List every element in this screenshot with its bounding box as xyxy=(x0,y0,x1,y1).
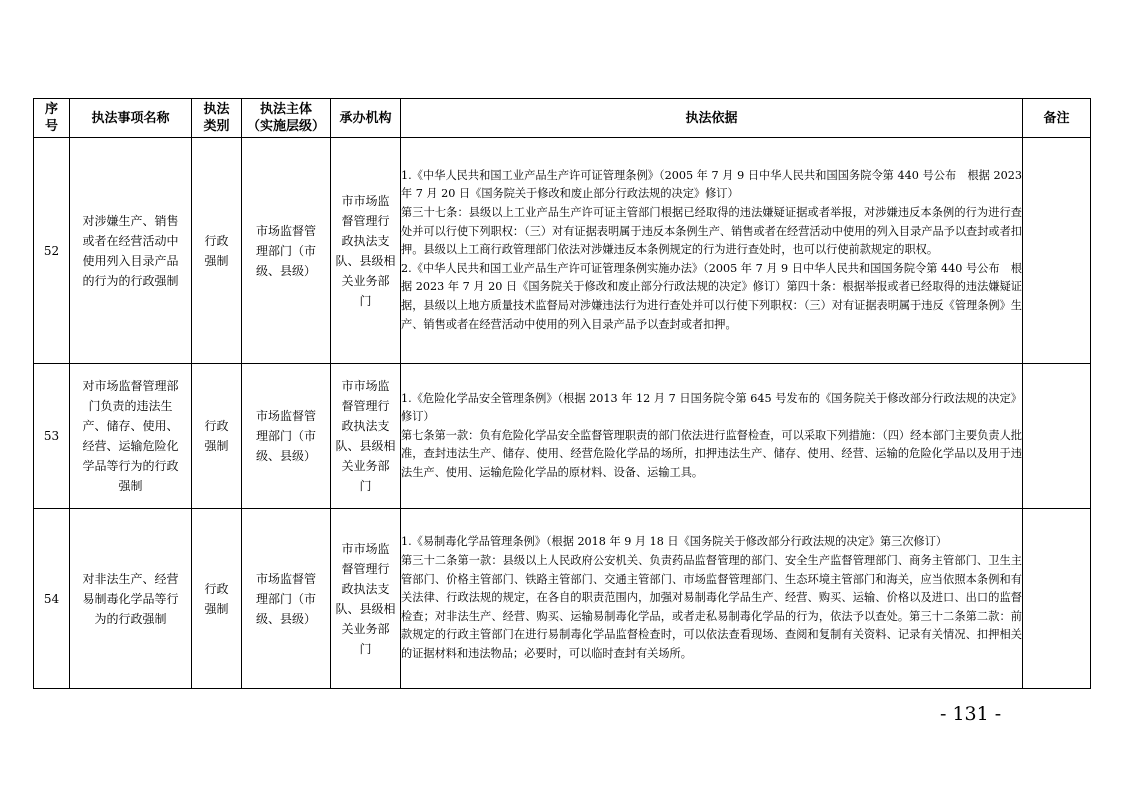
header-remark: 备注 xyxy=(1023,99,1091,138)
subject-cell: 市场监督管 理部门（市 级、县级） xyxy=(242,509,331,689)
basis-cell: 1.《危险化学品安全管理条例》（根据 2013 年 12 月 7 日国务院令第 645 号发布的《国务院关于修改部分行政法规的决定》修订） 第七条第一款：负有危险化学品安全监督管理职责的部门依法进行监督检查，可以采取下列措施：（四）经本部门主要负责人批准，查封违法生产、储存、使用、经营危险化学品的场所，扣押违法生产、储存、使用、经营、运输的危险化学品以及用于违法生产、使用、运输危险化学品的原材料、设备、运输工具。 xyxy=(401,364,1023,509)
item-name-cell: 对非法生产、经营 易制毒化学品等行 为的行政强制 xyxy=(70,509,192,689)
table-row xyxy=(34,364,1091,509)
basis-cell: 1.《中华人民共和国工业产品生产许可证管理条例》（2005 年 7 月 9 日中华人民共和国国务院令第 440 号公布 根据 2023 年 7 月 20 日《国务院关于修改和废止部分行政法规的决定》修订） 第三十七条：县级以上工业产品生产许可证主管部门根据已经取得的违法嫌疑证据或者举报，对涉嫌违反本条例的行为进行查处并可以行使下列职权：（三）对有证据表明属于违反本条例生产、销售或者在经营活动中使用的列入目录产品予以查封或者扣押。县级以上工商行政管理部门依法对涉嫌违反本条例规定的行为进行查处时，也可以行使前款规定的职权。 2.《中华人民共和国工业产品生产许可证管理条例实施办法》（2005 年 7 月 9 日中华人民共和国国务院令第 440 号公布 根据 2023 年 7 月 20 日《国务院关于修改和废止部分行政法规的决定》修订）第四十条：根据举报或者已经取得的违法嫌疑证据，县级以上地方质量技术监督局对涉嫌违法行为进行查处并可以行使下列职权：（三）对有证据表明属于违反《管理条例》生产、销售或者在经营活动中使用的列入目录产品予以查封或者扣押。 xyxy=(401,138,1023,364)
agency-cell: 市市场监 督管理行 政执法支 队、县级相 关业务部 门 xyxy=(331,138,401,364)
enforcement-table xyxy=(33,98,1091,689)
category-cell: 行政 强制 xyxy=(192,138,242,364)
page-number: - 131 - xyxy=(940,703,1002,725)
header-agency: 承办机构 xyxy=(331,99,401,138)
item-name-cell: 对市场监督管理部 门负责的违法生 产、储存、使用、 经营、运输危险化 学品等行为的行政 强制 xyxy=(70,364,192,509)
seq-cell: 54 xyxy=(34,509,70,689)
table-row xyxy=(34,138,1091,364)
remark-cell xyxy=(1023,509,1091,689)
subject-cell: 市场监督管 理部门（市 级、县级） xyxy=(242,138,331,364)
header-category: 执法 类别 xyxy=(192,99,242,138)
item-name-cell: 对涉嫌生产、销售 或者在经营活动中 使用列入目录产品 的行为的行政强制 xyxy=(70,138,192,364)
header-name: 执法事项名称 xyxy=(70,99,192,138)
seq-cell: 53 xyxy=(34,364,70,509)
remark-cell xyxy=(1023,138,1091,364)
basis-cell: 1.《易制毒化学品管理条例》（根据 2018 年 9 月 18 日《国务院关于修改部分行政法规的决定》第三次修订） 第三十二条第一款：县级以上人民政府公安机关、负责药品监督管理的部门、安全生产监督管理部门、商务主管部门、卫生主管部门、价格主管部门、铁路主管部门、交通主管部门、市场监督管理部门、生态环境主管部门和海关，应当依照本条例和有关法律、行政法规的规定，在各自的职责范围内，加强对易制毒化学品生产、经营、购买、运输、价格以及进口、出口的监督检查；对非法生产、经营、购买、运输易制毒化学品，或者走私易制毒化学品的行为，依法予以查处。第三十二条第二款：前款规定的行政主管部门在进行易制毒化学品监督检查时，可以依法查看现场、查阅和复制有关资料、记录有关情况、扣押相关的证据材料和违法物品；必要时，可以临时查封有关场所。 xyxy=(401,509,1023,689)
agency-cell: 市市场监 督管理行 政执法支 队、县级相 关业务部 门 xyxy=(331,364,401,509)
table-row xyxy=(34,509,1091,689)
header-basis: 执法依据 xyxy=(401,99,1023,138)
subject-cell: 市场监督管 理部门（市 级、县级） xyxy=(242,364,331,509)
seq-cell: 52 xyxy=(34,138,70,364)
header-seq: 序 号 xyxy=(34,99,70,138)
header-subject: 执法主体 （实施层级） xyxy=(242,99,331,138)
agency-cell: 市市场监 督管理行 政执法支 队、县级相 关业务部 门 xyxy=(331,509,401,689)
remark-cell xyxy=(1023,364,1091,509)
category-cell: 行政 强制 xyxy=(192,364,242,509)
header-row xyxy=(34,99,1091,138)
category-cell: 行政 强制 xyxy=(192,509,242,689)
